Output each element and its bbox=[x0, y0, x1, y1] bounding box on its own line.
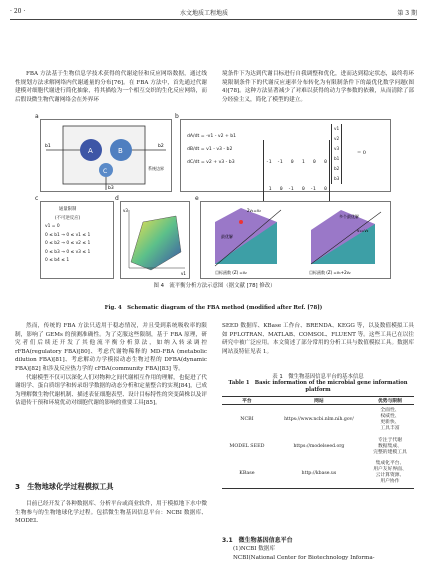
paragraph-ncbi: NCBI(National Center for Biotechnology Informa- bbox=[233, 555, 375, 561]
mass-balance-eqs bbox=[187, 130, 236, 169]
platform-name: KBase bbox=[239, 470, 255, 476]
matrix-row: 1 0 -1 0 -1 0 bbox=[266, 187, 327, 192]
left-optimum-label: 最优解 bbox=[221, 234, 233, 239]
platform-notes: 专注于代谢 数据集成、 完整的建模工具 bbox=[373, 437, 407, 455]
issue-number: 第 3 期 bbox=[397, 10, 417, 17]
table-title-en: Table 1 Basic information of the microbial gene information platform bbox=[228, 380, 408, 393]
left-line-label: 2v₁=v₂ bbox=[247, 208, 261, 213]
eq-c: dC/dt = v2 + v3 - b3 bbox=[187, 160, 235, 165]
journal-name: 水文地质工程地质 bbox=[180, 10, 229, 17]
platform-notes: 全面性、 权威性、 更新快、 工具丰富 bbox=[380, 407, 400, 431]
constraints-title: 通量限制 bbox=[58, 207, 77, 212]
vec-entry: v2 bbox=[334, 136, 340, 141]
col2-mid bbox=[222, 322, 414, 356]
figure-caption-cn: 图 4 流平衡分析方法示意图（据文献 [78] 修改） bbox=[153, 283, 276, 289]
table-1 bbox=[222, 396, 414, 489]
table-1-block bbox=[222, 372, 414, 489]
table-row bbox=[222, 405, 414, 435]
platform-name: NCBI bbox=[240, 417, 254, 423]
col1-bottom bbox=[15, 500, 207, 526]
platform-url[interactable]: https://modelseed.org bbox=[293, 444, 345, 449]
panel-a-network bbox=[41, 120, 171, 191]
col-website: 网站 bbox=[314, 398, 324, 404]
constraint-line: v1 = 0 bbox=[45, 224, 60, 229]
header-rule bbox=[10, 19, 417, 20]
matrix-row: -1 -1 0 1 0 0 bbox=[266, 160, 327, 165]
constraint-line: 0 ≤ b3 → 0 ≤ v3 ≤ 1 bbox=[45, 249, 91, 255]
col-platform: 平台 bbox=[242, 398, 252, 404]
panel-b bbox=[175, 113, 391, 192]
section-3-heading: 3 生物地球化学过程模拟工具 bbox=[15, 482, 114, 491]
panel-label-b: b bbox=[175, 113, 179, 120]
subsection-3-1: 3.1 微生物基因信息平台 bbox=[222, 537, 293, 544]
table-title-cn: 表 1 微生物基因信息平台的基本信息 bbox=[272, 374, 364, 380]
optimization-plots bbox=[201, 202, 390, 278]
node-label-c: C bbox=[103, 168, 108, 175]
vec-entry: v1 bbox=[334, 126, 340, 131]
node-label-a: A bbox=[88, 147, 93, 155]
table-header-row bbox=[222, 397, 414, 405]
table-row bbox=[222, 459, 414, 489]
col1-top bbox=[15, 70, 207, 104]
col2-top bbox=[222, 70, 414, 104]
platform-name: MODEL SEED bbox=[229, 444, 265, 449]
table-row bbox=[222, 435, 414, 459]
equals-zero: = 0 bbox=[357, 150, 366, 156]
panel-d bbox=[115, 195, 190, 279]
running-header bbox=[10, 6, 417, 18]
flux-b1: b1 bbox=[45, 144, 51, 149]
feasible-region bbox=[131, 216, 181, 270]
panel-label-c: c bbox=[35, 195, 39, 202]
panel-c bbox=[35, 195, 114, 279]
constraint-line: 0 ≤ b4 ≤ 1 bbox=[45, 258, 70, 263]
paragraph-tools-intro: 目前已经开发了各种数据库、分析平台或商业软件，用于模拟地下水中微生物参与的生物地球化学过程。包括微生物基因信息平台：NCBI 数据库、MODEL bbox=[15, 501, 207, 525]
left-objective: 目标函数 (Z) =v₂ bbox=[215, 270, 247, 275]
axis-v3: v3 bbox=[123, 208, 128, 213]
system-boundary-label: 系统边界 bbox=[148, 166, 164, 171]
platform-url[interactable]: http://kbase.us bbox=[301, 470, 337, 476]
col-pros-cons: 优势与限制 bbox=[377, 398, 402, 404]
paragraph-fba-limits: 然而，传统的 FBA 方法只适用于稳态情况，并且受到系统吸收率的限制，影响了 GEMs 的预测准确性。为了克服这些限制，基于 FBA 原理，研究者们后续还开发了其他流平衡分析算法，如纳入转录调控 rFBA(regulatory FBA)[80]、考虑代谢物稀释的 MD-FBA (metabolic dilution FBA)[81]、考虑解动力学模拟动态生物过程的 DFBA(dynamic FBA)[82] 和涉及反应热力学的 cFBA(community FBA)[83] 等。 bbox=[15, 323, 207, 372]
flux-vector bbox=[331, 124, 342, 184]
vec-entry: b1 bbox=[334, 156, 340, 161]
platform-url[interactable]: https://www.ncbi.nlm.nih.gov/ bbox=[284, 417, 354, 423]
vec-entry: b2 bbox=[334, 166, 340, 171]
paragraph-fba-intro: FBA 方法基于生物信息学技术获得的代谢途径和反应网络数据，通过线性规划方法求解网络内代谢通量的分布[76]。在 FBA 方法中，首先通过代谢建模对细胞代谢进行简化抽象，将其描绘为一个相互交织的生化反应网络，而后假设微生物代谢网络会在外界环 bbox=[15, 71, 207, 103]
right-line-label: v₁=v₂ bbox=[357, 228, 369, 233]
subsection-ncbi: (1)NCBI 数据库 bbox=[233, 546, 275, 552]
panel-e bbox=[195, 195, 391, 279]
figure-4 bbox=[35, 113, 389, 290]
right-objective: 目标函数 (Z) =v₁+2v₂ bbox=[309, 270, 351, 275]
platform-notes: 集成化平台、 用户友好界面、 云计算资源、 用户协作 bbox=[373, 461, 407, 485]
panel-a bbox=[35, 113, 172, 192]
col2-bottom bbox=[222, 536, 414, 563]
vec-entry: v3 bbox=[334, 146, 340, 151]
right-optimum-label: 多个最优解 bbox=[339, 214, 359, 219]
node-label-b: B bbox=[118, 147, 123, 155]
paragraph-fba-cont: 境条件下为达到代谢目标进行自我调整和优化，进而达到稳定状态，最终将环境限制条件下的代谢反应速率分布转化为有限制条件下的最优化数学问题(图 4)[78]。这种方法显著减少了对难以获得的动力学参数的依赖，从而清除了部分经验主义，简化了模型的建立。 bbox=[222, 71, 414, 103]
constraint-line: 0 ≤ b1 → 0 ≤ v1 ≤ 1 bbox=[45, 232, 91, 238]
constraints-subtitle: (不可逆反应) bbox=[54, 215, 81, 221]
panel-label-a: a bbox=[35, 113, 39, 120]
panel-label-e: e bbox=[195, 195, 199, 202]
flux-constraints bbox=[45, 206, 90, 266]
paragraph-tools-cont: SEED 数据库、KBase 工作台、BRENDA、KEGG 等，以及数值模拟工具如 PFLOTRAN、MATLAB、COMSOL、FLUENT 等。这些工具已在以往研究中被广泛应用。本文简述了部分常用的分析工具与数值模拟工具。数据库网站及特征见表 1。 bbox=[222, 323, 414, 355]
vec-entry: b3 bbox=[334, 176, 340, 181]
flux-b2: b2 bbox=[158, 144, 164, 149]
solution-space-3d bbox=[121, 202, 189, 278]
eq-b: dB/dt = v1 - v3 - b2 bbox=[187, 147, 233, 152]
col1-mid bbox=[15, 322, 207, 408]
eq-a: dA/dt = -v1 - v2 + b1 bbox=[187, 134, 237, 139]
constraint-line: 0 ≤ b2 → 0 ≤ v2 ≤ 1 bbox=[45, 241, 91, 246]
panel-label-d: d bbox=[115, 195, 119, 202]
axis-v1: v1 bbox=[181, 271, 186, 276]
figure-caption-en: Fig. 4 Schematic diagram of the FBA method (modified after Ref. [78]) bbox=[104, 305, 323, 311]
paragraph-metabolic-models: 代谢模型不仅可以深化人们对物种之间代谢相互作用的理解，也促进了代谢组学、蛋白质组学和转录组学数据的动态分析和定量整合的实现[84]，已成为理解微生物代谢机制、描述表征细胞表型、设计目标特性的突变菌株以及评估遗传干预和环境优动对细胞代谢的影响的重要工具[85]。 bbox=[15, 374, 207, 407]
flux-b3: b3 bbox=[108, 186, 114, 191]
page-number: · 20 · bbox=[10, 8, 26, 15]
